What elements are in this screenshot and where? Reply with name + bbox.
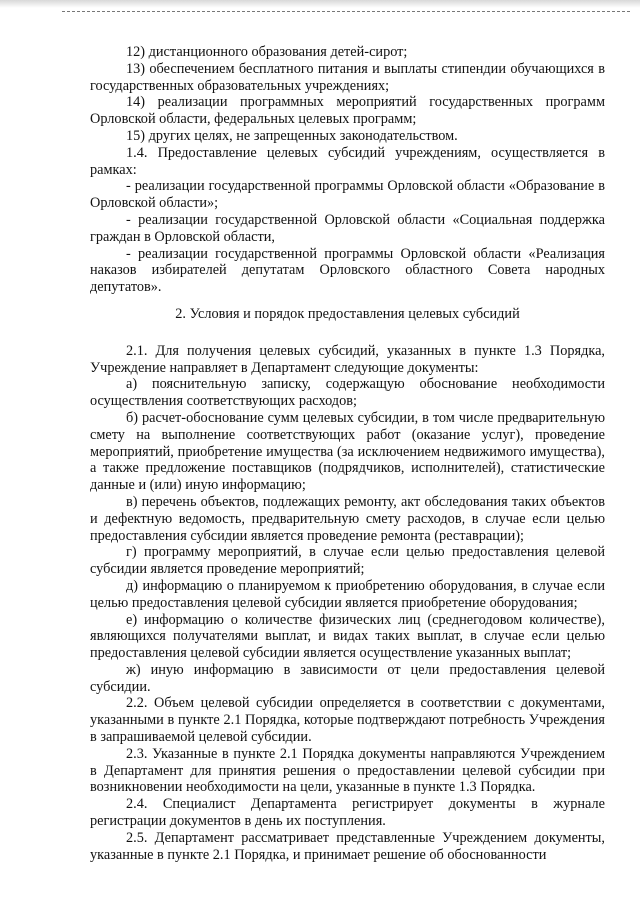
paragraph-2-3: 2.3. Указанные в пункте 2.1 Порядка документы направляются Учреждением в Департамент для принятия решения о предоставлении целевой субсидии при возникновении необходимости на цели, указанные в пункте 1.3 Порядка. [90, 745, 605, 796]
paragraph-1-4: 1.4. Предоставление целевых субсидий учреждениям, осуществляется в рамках: [90, 144, 605, 178]
paragraph-item-15: 15) других целях, не запрещенных законодательством. [126, 127, 458, 144]
scan-edge-line [62, 11, 630, 12]
section-heading: 2. Условия и порядок предоставления целевых субсидий [175, 305, 520, 322]
scan-top-shadow [0, 0, 640, 8]
paragraph-item-12: 12) дистанционного образования детей-сирот; [126, 44, 408, 60]
paragraph-program-mandates: - реализации государственной программы Орловской области «Реализация наказов избирателей депутатам Орловского областного Совета народных депутатов». [90, 245, 605, 296]
paragraph-program-social: - реализации государственной Орловской области «Социальная поддержка граждан в Орловской области, [90, 211, 605, 245]
paragraph-2-1-b: б) расчет-обоснование сумм целевых субсидии, в том числе предварительную смету на выполнение соответствующих работ (оказание услуг), проведение мероприятий, приобретение имущества (за исключением недвижимого имущества), а также предложение поставщиков (подрядчиков, исполнителей), статистические данные и (или) иную информацию; [90, 409, 605, 494]
paragraph-item-14: 14) реализации программных мероприятий государственных программ Орловской области, федеральных целевых программ; [90, 94, 605, 128]
document-page [90, 44, 605, 863]
paragraph-2-1-g: г) программу мероприятий, в случае если целью предоставления целевой субсидии является проведение мероприятий; [90, 544, 605, 578]
paragraph-2-1-v: в) перечень объектов, подлежащих ремонту, акт обследования таких объектов и дефектную ведомость, предварительную смету расходов, в случае если целью предоставления субсидии является проведение ремонта (реставрации); [90, 493, 605, 544]
paragraph-2-1-zh: ж) иную информацию в зависимости от цели предоставления целевой субсидии. [90, 661, 605, 695]
paragraph-2-2: 2.2. Объем целевой субсидии определяется в соответствии с документами, указанными в пункте 2.1 Порядка, которые подтверждают потребность Учреждения в запрашиваемой целевой субсидии. [90, 695, 605, 746]
paragraph-2-5: 2.5. Департамент рассматривает представленные Учреждением документы, указанные в пункте 2.1 Порядка, и принимает решение об обоснованности [90, 829, 605, 863]
paragraph-program-education: - реализации государственной программы Орловской области «Образование в Орловской области»; [90, 178, 605, 212]
paragraph-2-4: 2.4. Специалист Департамента регистрирует документы в журнале регистрации документов в день их поступления. [90, 796, 605, 830]
paragraph-2-1-d: д) информацию о планируемом к приобретению оборудования, в случае если целью предоставления целевой субсидии является приобретение оборудования; [90, 577, 605, 611]
paragraph-2-1: 2.1. Для получения целевых субсидий, указанных в пункте 1.3 Порядка, Учреждение направляет в Департамент следующие документы: [90, 342, 605, 376]
paragraph-2-1-e: е) информацию о количестве физических лиц (среднегодовом количестве), являющихся получателями выплат, и видах таких выплат, в случае если целью предоставления целевой субсидии является осуществление указанных выплат; [90, 611, 605, 662]
paragraph-item-13: 13) обеспечением бесплатного питания и выплаты стипендии обучающихся в государственных образовательных учреждениях; [90, 60, 605, 94]
paragraph-2-1-a: а) пояснительную записку, содержащую обоснование необходимости осуществления соответствующих расходов; [90, 376, 605, 410]
